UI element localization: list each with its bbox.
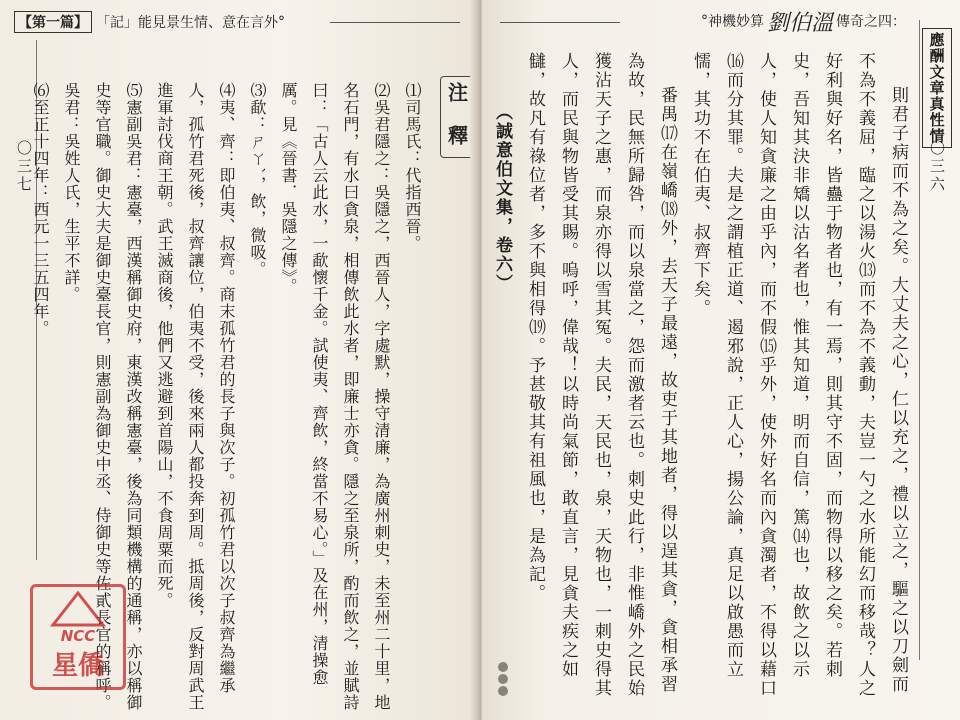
notes-heading: 注 釋 [440,76,474,158]
right-side-rule [919,20,954,660]
header-prefix: 神機妙算 [707,14,764,30]
chapter-title: 「記」能見景生情、意在言外 [96,15,278,31]
bead-dot [498,674,508,684]
section-label: 【第一篇】 [14,11,92,33]
note-item: ⑹至正十四年：西元一三五四年。 [31,82,50,337]
bead-dot [498,686,508,696]
header-suffix: 傳奇之四： [836,14,906,30]
paragraph: 番禺⒄在嶺嶠⒅外，去天子最遠，故吏于其地者，得以逞其貪，貪相承習為故，民無所歸咎，而以泉當之，怨而激者云也。刺史此行，非惟嶠外之民始獲沾天子之惠，而泉亦得以雪其冤。夫民，天民也，泉，天物也，一刺史得其人，而民與物皆受其賜。嗚呼，偉哉！以時尚氣節，敢直言，見貪夫疾之如讎，故凡有祿位者，多不與相得⒆。予甚敬其有祖風也，是為記。 [525,52,677,698]
header-rule [500,22,620,23]
note-item: ⑵吳君隱之：吳隱之，西晉人，字處默，操守清廉，為廣州刺史，未至州二十里，地名石門，有水曰貪泉，相傳飲此水者，即廉士亦貪。隱之至泉所，酌而飲之，並賦詩曰：「古人云此水，一歃懷千金。試使夷、齊飲，終當不易心。」及在州，清操愈厲。見《晉書．吳隱之傳》。 [279,82,391,711]
header-name: 劉伯溫 [766,10,833,36]
left-running-header [14,10,344,34]
circle-mark: ° [700,13,708,29]
page-number-left: 〇三七 [15,140,33,194]
side-tab-label: 應酬文章真性情 [922,28,952,148]
stamp-brand-text: 星僑 [51,651,104,681]
right-running-header [701,8,906,34]
note-item: ⑶歃：ㄕㄚˋ，飲，微吸。 [248,82,267,278]
watermark-stamp [30,584,126,690]
stamp-ncc-text: NCC [60,627,96,645]
note-item: ⑸憲副吳君：憲臺，西漢稱御史府，東漢改稱憲臺，後為同類機構的通稱，亦以稱御史等官職。御史大夫是御史臺長官，則憲副為御史中丞、侍御史等佐貳長官的稱呼。吳君：吳姓人氏，生平不詳。 [62,82,143,711]
circle-mark: ° [278,14,285,30]
note-item: ⑴司馬氏：代指西晉。 [403,82,422,252]
main-text [492,52,914,712]
citation: （誠意伯文集，卷六） [492,103,512,293]
note-item: ⑷夷、齊：即伯夷、叔齊。商末孤竹君的長子與次子。初孤竹君以次子叔齊為繼承人，孤竹君死後，叔齊讓位，伯夷不受，後來兩人都投奔到周。抵周後，反對周武王進軍討伐商王朝。武王滅商後，他們又逃避到首陽山，不食周粟而死。 [155,82,236,711]
bead-dot [498,662,508,672]
decorative-beads [496,660,510,710]
right-page [482,0,960,720]
page-number-right: 〇三六 [928,140,946,194]
left-page [0,0,478,720]
header-rule [330,22,460,23]
paragraph: 則君子病而不為之矣。大丈夫之心，仁以充之，禮以立之，驅之以刀劍而不為不義屈，臨之以湯火⒀而不為不義動，夫豈一勺之水所能幻而移哉？人之好利與好名，皆蠱于物者也，有一焉，則其守不固，而物得以移之矣。若刺史，吾知其決非矯以沽名者也，惟其知道，明而自信，篤⒁也，故飲之以示人，使人知貪廉之由乎內，而不假⒂乎外，使外好名而內貪濁者，不得以藉口⒃而分其罪。夫是之謂植正道、遏邪說，正人心，揚公論，真足以啟愚而立懦，其功不在伯夷、叔齊下矣。 [690,52,908,698]
